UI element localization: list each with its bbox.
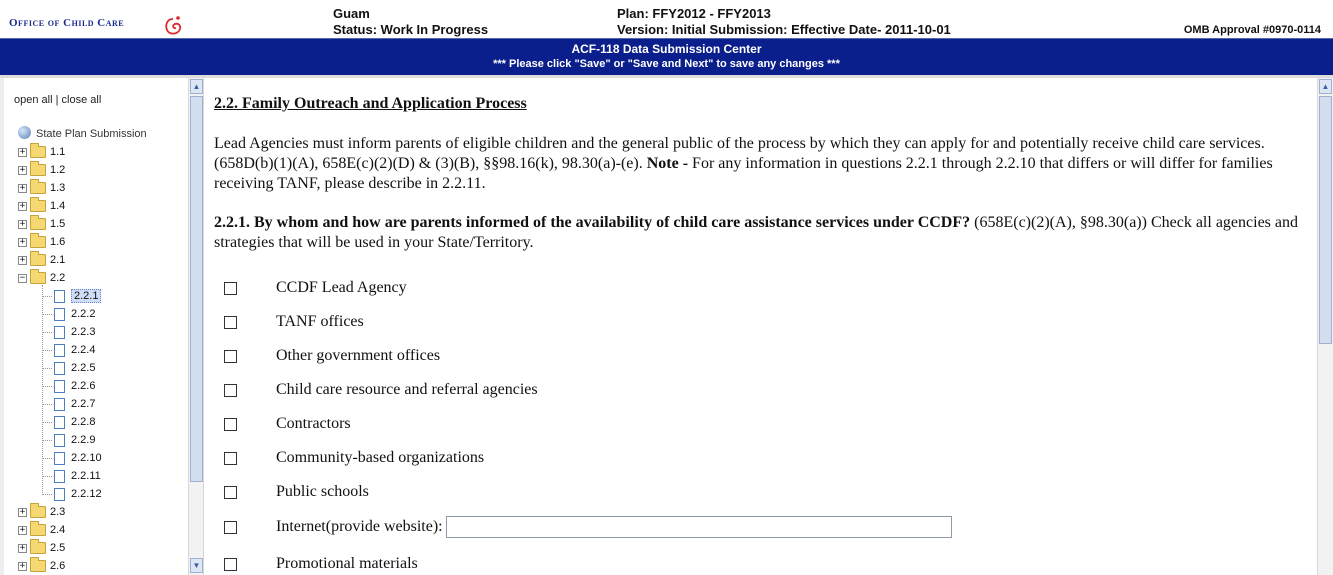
tree-folder-label: 2.1 — [50, 254, 66, 266]
expand-icon[interactable]: + — [19, 506, 26, 517]
option-label: Contractors — [276, 415, 351, 432]
website-input[interactable] — [446, 516, 952, 538]
document-icon — [54, 452, 65, 465]
tree-connector — [42, 386, 52, 387]
globe-icon — [18, 126, 31, 139]
expand-icon[interactable]: + — [19, 542, 26, 553]
tree-item-label: 2.2.7 — [71, 398, 96, 410]
tree-folder-1-6[interactable] — [18, 233, 65, 251]
child-care-logo-icon — [163, 15, 183, 37]
tree-item-label: 2.2.9 — [71, 434, 96, 446]
tree-folder-label: 1.3 — [50, 182, 66, 194]
folder-icon — [30, 236, 46, 248]
option-other-government-offices — [224, 346, 440, 366]
option-contractors — [224, 414, 351, 434]
tree-connector — [42, 404, 52, 405]
expand-icon[interactable]: + — [19, 146, 26, 157]
tree-folder-label: 1.6 — [50, 236, 66, 248]
tree-item-2-2-9[interactable] — [42, 431, 95, 449]
close-all-link[interactable]: close all — [61, 94, 102, 106]
checkbox[interactable] — [224, 452, 237, 465]
tree-connector — [42, 458, 52, 459]
office-of-child-care-logo: Office of Child Care — [9, 17, 125, 29]
document-icon — [54, 398, 65, 411]
collapse-icon[interactable]: − — [19, 272, 26, 283]
tree-item-2-2-7[interactable] — [42, 395, 95, 413]
folder-icon — [30, 506, 46, 518]
folder-icon — [30, 182, 46, 194]
option-community-based-organizations — [224, 448, 484, 468]
tree-item-label: 2.2.8 — [71, 416, 96, 428]
folder-icon — [30, 146, 46, 158]
plan-status: Status: Work In Progress — [333, 22, 489, 37]
tree-folder-label: 2.5 — [50, 542, 66, 554]
checkbox[interactable] — [224, 282, 237, 295]
state-name: Guam — [333, 6, 370, 21]
tree-folder-label: 1.4 — [50, 200, 66, 212]
section-title: 2.2. Family Outreach and Application Process — [214, 95, 527, 112]
tree-item-label: 2.2.3 — [71, 326, 96, 338]
question-title: 2.2.1. By whom and how are parents informed of the availability of child care assistance services under CCDF? — [214, 214, 971, 231]
tree-item-2-2-2[interactable] — [42, 305, 95, 323]
tree-connector — [42, 350, 52, 351]
option-public-schools — [224, 482, 369, 502]
option-label: Child care resource and referral agencies — [276, 381, 538, 398]
document-icon — [54, 308, 65, 321]
tree-folder-label: 2.4 — [50, 524, 66, 536]
folder-icon — [30, 200, 46, 212]
submission-center-banner — [0, 38, 1333, 75]
tree-folder-1-1[interactable] — [18, 143, 65, 161]
checkbox[interactable] — [224, 316, 237, 329]
document-icon — [54, 362, 65, 375]
section-intro — [214, 134, 1299, 194]
tree-root-label: State Plan Submission — [36, 128, 147, 140]
tree-folder-2-2[interactable] — [18, 269, 65, 287]
scroll-down-icon[interactable]: ▼ — [190, 558, 203, 573]
tree-controls — [14, 94, 101, 106]
tree-item-label: 2.2.10 — [71, 452, 102, 464]
tree-folder-2-5[interactable] — [18, 539, 65, 557]
expand-icon[interactable]: + — [19, 200, 26, 211]
option-label: CCDF Lead Agency — [276, 279, 407, 296]
tree-item-label: 2.2.1 — [71, 289, 101, 303]
document-icon — [54, 470, 65, 483]
plan-period: Plan: FFY2012 - FFY2013 — [617, 6, 771, 21]
omb-approval: OMB Approval #0970-0114 — [1183, 24, 1321, 36]
folder-icon — [30, 560, 46, 572]
tree-item-2-2-11[interactable] — [42, 467, 101, 485]
expand-icon[interactable]: + — [19, 182, 26, 193]
tree-folder-label: 2.2 — [50, 272, 66, 284]
expand-icon[interactable]: + — [19, 560, 26, 571]
tree-folder-label: 2.6 — [50, 560, 66, 572]
tree-connector — [42, 368, 52, 369]
option-label: TANF offices — [276, 313, 364, 330]
tree-item-label: 2.2.12 — [71, 488, 102, 500]
document-icon — [54, 326, 65, 339]
document-icon — [54, 344, 65, 357]
main-scrollbar-thumb[interactable] — [1319, 96, 1332, 344]
tree-item-2-2-10[interactable] — [42, 449, 102, 467]
plan-version: Version: Initial Submission: Effective Date- 2011-10-01 — [617, 22, 951, 37]
expand-icon[interactable]: + — [19, 524, 26, 535]
tree-folder-1-3[interactable] — [18, 179, 65, 197]
option-internet — [224, 517, 952, 537]
tree-scrollbar[interactable] — [188, 78, 204, 575]
tree-connector — [42, 476, 52, 477]
tree-connector — [42, 296, 52, 297]
main-scrollbar[interactable] — [1317, 78, 1333, 575]
tree-controls-separator: | — [52, 94, 62, 106]
checkbox[interactable] — [224, 384, 237, 397]
intro-text: Lead Agencies must inform parents of eligible children and the general public of the process by which they can apply for and potentially receive child care services. (658D(b)(1)(A), 658E(c)(2)(D) & (3)(B), §§98.16(k), 98.30(a)-(e). — [214, 135, 1265, 172]
tree-folder-label: 1.2 — [50, 164, 66, 176]
tree-item-2-2-12[interactable] — [42, 485, 102, 503]
tree-connector — [42, 332, 52, 333]
tree-item-label: 2.2.11 — [71, 470, 101, 482]
tree-folder-label: 1.1 — [50, 146, 66, 158]
tree-scrollbar-thumb[interactable] — [190, 96, 203, 482]
tree-item-2-2-5[interactable] — [42, 359, 95, 377]
document-icon — [54, 488, 65, 501]
navigation-tree-panel — [0, 78, 188, 575]
intro-note-text: For any information in questions 2.2.1 through 2.2.10 that differs or will differ for families receiving TANF, please describe in 2.2.11. — [214, 155, 1273, 192]
tree-connector — [42, 440, 52, 441]
tree-folder-1-2[interactable] — [18, 161, 65, 179]
folder-icon — [30, 164, 46, 176]
banner-save-reminder: *** Please click "Save" or "Save and Next" to save any changes *** — [493, 58, 840, 70]
option-ccrr-agencies — [224, 380, 538, 400]
tree-folder-2-6[interactable] — [18, 557, 65, 575]
expand-icon[interactable]: + — [19, 164, 26, 175]
top-header — [0, 0, 1333, 38]
tree-folder-1-4[interactable] — [18, 197, 65, 215]
document-icon — [54, 380, 65, 393]
checkbox[interactable] — [224, 486, 237, 499]
checkbox[interactable] — [224, 558, 237, 571]
folder-icon — [30, 542, 46, 554]
option-promotional-materials — [224, 554, 418, 574]
tree-folder-2-3[interactable] — [18, 503, 65, 521]
intro-note-label: Note - — [646, 155, 689, 172]
option-label: Promotional materials — [276, 555, 418, 572]
tree-item-2-2-8[interactable] — [42, 413, 95, 431]
tree-item-2-2-3[interactable] — [42, 323, 95, 341]
folder-icon — [30, 524, 46, 536]
folder-icon — [30, 254, 46, 266]
expand-icon[interactable]: + — [19, 218, 26, 229]
checkbox[interactable] — [224, 521, 237, 534]
question-instructions: (658E(c)(2)(A), §98.30(a)) Check all agencies and strategies that will be used in your State/Territory. — [214, 214, 1298, 251]
question-2-2-1 — [214, 213, 1299, 253]
tree-root[interactable] — [18, 126, 147, 140]
tree-folder-1-5[interactable] — [18, 215, 65, 233]
scroll-up-icon[interactable]: ▲ — [190, 79, 203, 94]
scroll-up-icon[interactable]: ▲ — [1319, 79, 1332, 94]
document-icon — [54, 434, 65, 447]
tree-folder-2-1[interactable] — [18, 251, 65, 269]
tree-connector — [42, 422, 52, 423]
tree-item-label: 2.2.4 — [71, 344, 96, 356]
option-label: Public schools — [276, 483, 369, 500]
open-folder-icon — [30, 272, 46, 284]
option-label: Other government offices — [276, 347, 441, 364]
tree-item-2-2-1[interactable] — [42, 287, 101, 305]
checkbox[interactable] — [224, 418, 237, 431]
tree-item-label: 2.2.2 — [71, 308, 96, 320]
expand-icon[interactable]: + — [19, 254, 26, 265]
main-content — [204, 78, 1317, 575]
option-ccdf-lead-agency — [224, 278, 407, 298]
open-all-link[interactable]: open all — [14, 94, 53, 106]
expand-icon[interactable]: + — [19, 236, 26, 247]
folder-icon — [30, 218, 46, 230]
tree-folder-label: 1.5 — [50, 218, 66, 230]
document-icon — [54, 290, 65, 303]
tree-connector — [42, 494, 52, 495]
option-label: Internet(provide website): — [276, 518, 443, 535]
tree-folder-2-4[interactable] — [18, 521, 65, 539]
tree-item-label: 2.2.5 — [71, 362, 96, 374]
tree-item-label: 2.2.6 — [71, 380, 96, 392]
document-icon — [54, 416, 65, 429]
tree-item-2-2-6[interactable] — [42, 377, 95, 395]
banner-title: ACF-118 Data Submission Center — [571, 42, 762, 56]
option-label: Community-based organizations — [276, 449, 485, 466]
option-tanf-offices — [224, 312, 364, 332]
tree-connector — [42, 314, 52, 315]
checkbox[interactable] — [224, 350, 237, 363]
tree-item-2-2-4[interactable] — [42, 341, 95, 359]
tree-folder-label: 2.3 — [50, 506, 66, 518]
